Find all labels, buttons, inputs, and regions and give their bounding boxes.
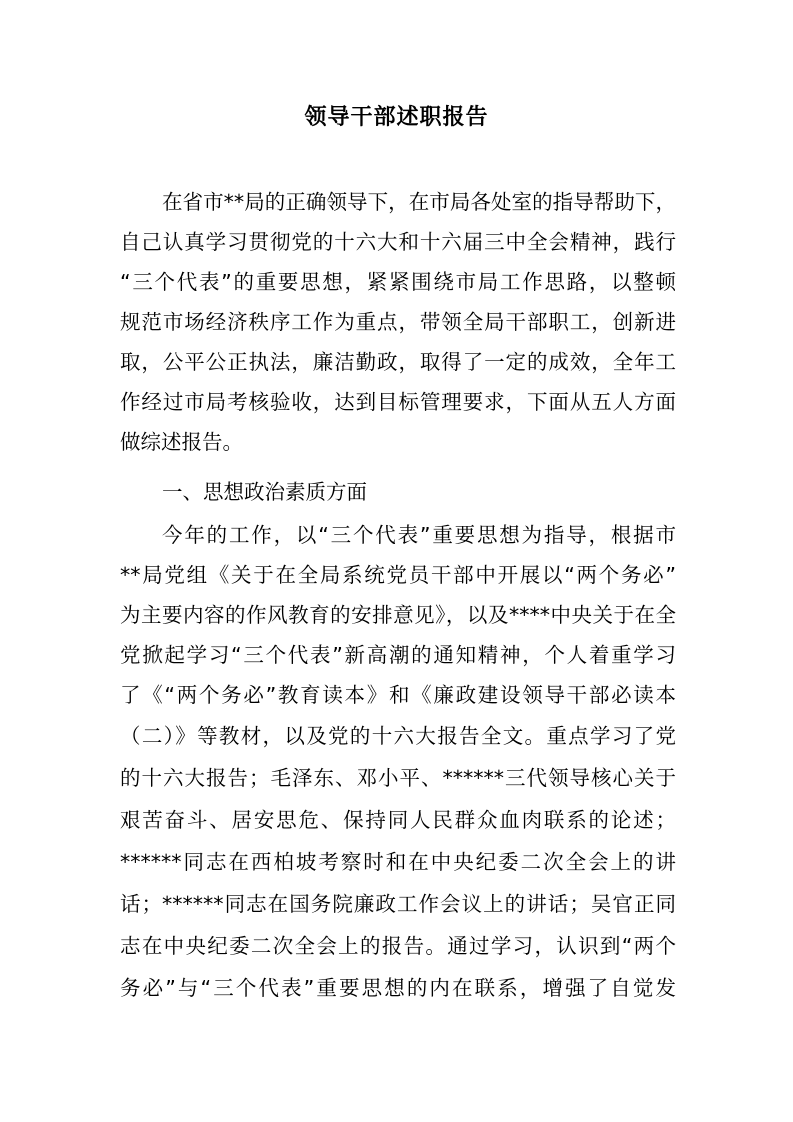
- paragraph-line: 取，公平公正执法，廉洁勤政，取得了一定的成效，全年工: [120, 350, 676, 374]
- paragraph-line: “三个代表”的重要思想，紧紧围绕市局工作思路，以整顿: [120, 270, 676, 294]
- paragraph-line: 规范市场经济秩序工作为重点，带领全局干部职工，创新进: [120, 310, 676, 334]
- paragraph-line: **局党组《关于在全局系统党员干部中开展以“两个务必”: [120, 563, 676, 587]
- paragraph-line: 话；******同志在国务院廉政工作会议上的讲话；吴官正同: [120, 892, 676, 916]
- section-heading: 一、思想政治素质方面: [162, 480, 367, 504]
- paragraph-line: 作经过市局考核验收，达到目标管理要求，下面从五人方面: [120, 390, 676, 414]
- paragraph-line: 了《“两个务必”教育读本》和《廉政建设领导干部必读本: [120, 683, 676, 707]
- paragraph-line: ******同志在西柏坡考察时和在中央纪委二次全会上的讲: [120, 850, 676, 874]
- paragraph-line: 为主要内容的作风教育的安排意见》，以及****中央关于在全: [120, 603, 676, 627]
- paragraph-line: 志在中央纪委二次全会上的报告。通过学习，认识到“两个: [120, 934, 676, 958]
- paragraph-line: 做综述报告。: [120, 430, 243, 454]
- paragraph-line: 的十六大报告；毛泽东、邓小平、******三代领导核心关于: [120, 766, 676, 790]
- paragraph-line: 艰苦奋斗、居安思危、保持同人民群众血肉联系的论述；: [120, 808, 676, 832]
- paragraph-line: 今年的工作，以“三个代表”重要思想为指导，根据市: [162, 523, 676, 547]
- document-title: 领导干部述职报告: [304, 105, 489, 130]
- paragraph-line: 自己认真学习贯彻党的十六大和十六届三中全会精神，践行: [120, 230, 676, 254]
- paragraph-line: 党掀起学习“三个代表”新高潮的通知精神，个人着重学习: [120, 643, 676, 667]
- paragraph-line: 在省市**局的正确领导下，在市局各处室的指导帮助下，: [162, 190, 676, 214]
- paragraph-line: （二）》等教材，以及党的十六大报告全文。重点学习了党: [120, 724, 676, 748]
- paragraph-line: 务必”与“三个代表”重要思想的内在联系，增强了自觉发: [120, 976, 676, 1000]
